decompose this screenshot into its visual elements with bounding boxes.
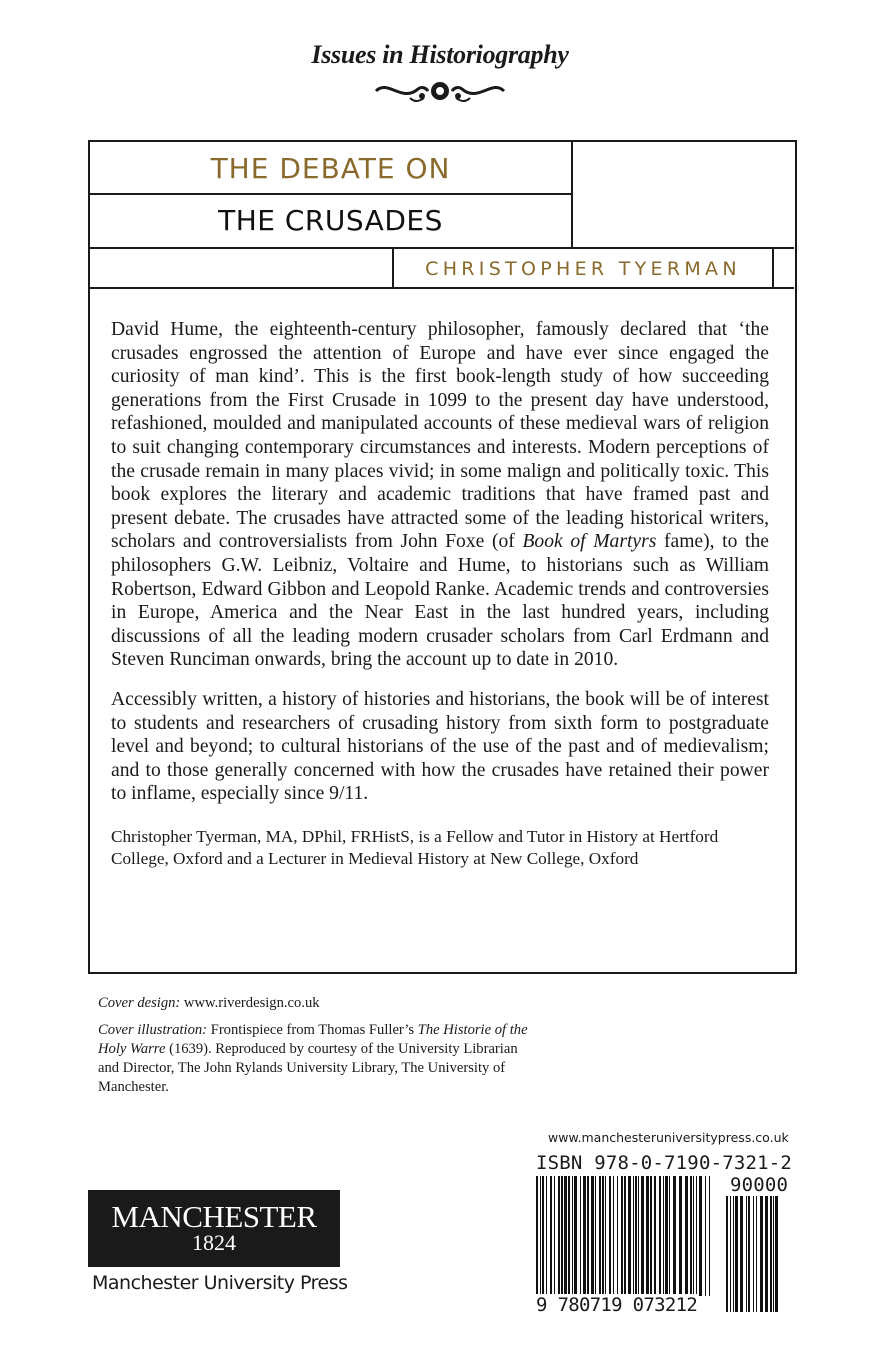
barcode-bar (628, 1176, 631, 1296)
author-bio: Christopher Tyerman, MA, DPhil, FRHistS, is a Fellow and Tutor in History at Hertford College, Oxford and a Lecturer in Medieval History at New College, Oxford (111, 826, 719, 868)
barcode-bar (536, 1176, 538, 1296)
barcode-bar (748, 1196, 750, 1312)
barcode-bar (650, 1176, 652, 1296)
barcode-bar (685, 1176, 688, 1296)
frame-divider (89, 193, 572, 195)
barcode-bar (663, 1176, 664, 1296)
barcode-bar (740, 1196, 743, 1312)
title-line-1: THE DEBATE ON (210, 152, 451, 185)
barcode-bar (770, 1196, 772, 1312)
publisher-logo (88, 1190, 340, 1267)
barcode-bar (561, 1176, 563, 1296)
price-code: 90000 (730, 1174, 789, 1196)
barcode-bar (659, 1176, 661, 1296)
barcode-bar (572, 1176, 573, 1296)
barcode-bar (599, 1176, 601, 1296)
barcode-bar (605, 1176, 606, 1296)
credit-value: (1639). Reproduced by courtesy of the University Librarian and Director, The John Rylands University Library, The University of Manchester. (98, 1041, 518, 1095)
barcode-bar (635, 1176, 637, 1296)
barcode-bar (705, 1176, 706, 1296)
ornament-flourish-icon (370, 76, 510, 106)
author-name: CHRISTOPHER TYERMAN (425, 258, 741, 280)
barcode-bar (730, 1196, 731, 1312)
frame-divider (89, 287, 794, 289)
barcode-bar (669, 1176, 670, 1296)
credit-italic-title: The Historie of the Holy Warre (98, 1022, 528, 1057)
barcode-bar (564, 1176, 567, 1296)
frame-divider (89, 247, 794, 249)
credit-value: www.riverdesign.co.uk (180, 995, 320, 1011)
blurb-text: David Hume, the eighteenth-century philosopher, famously declared that ‘the crusades engrossed the attention of Europe and have ever since engaged the curiosity of man kind’. This is the first book-length study of how succeeding generations from the First Crusade in 1099 to the present day have understood, refashioned, moulded and manipulated accounts of these medieval wars of religion to suit changing contemporary circumstances and interests. Modern perceptions of the crusade remain in many places vivid; in some malign and politically toxic. This book explores the literary and academic traditions that have framed past and present debate. The crusades have attracted some of the leading historical writers, scholars and controversialists from John Foxe (of (111, 319, 769, 553)
barcode-bar (591, 1176, 594, 1296)
barcode-bar (641, 1176, 644, 1296)
barcode-bar (735, 1196, 738, 1312)
barcode-bar (696, 1176, 697, 1296)
isbn-label: ISBN 978-0-7190-7321-2 (536, 1152, 793, 1174)
frame-divider (772, 248, 774, 288)
barcode-bar (673, 1176, 676, 1296)
blurb (111, 318, 769, 886)
credit-label: Cover design: (98, 995, 181, 1011)
barcode-bar (646, 1176, 649, 1296)
barcode-bar (554, 1176, 555, 1296)
barcode-bar (773, 1196, 774, 1312)
cover-credits (98, 994, 538, 1097)
barcode-bar (709, 1176, 710, 1296)
barcode-bar (546, 1176, 547, 1296)
barcode-bar (558, 1176, 560, 1296)
title-line-2: THE CRUSADES (218, 204, 443, 237)
book-title-italic: Book of Martyrs (522, 531, 657, 553)
cover-illustration-credit (98, 1021, 538, 1097)
credit-value: Frontispiece from Thomas Fuller’s (207, 1022, 418, 1038)
barcode-bar (550, 1176, 552, 1296)
logo-year: 1824 (192, 1230, 236, 1255)
barcode-bar (746, 1196, 747, 1312)
barcode-bar (690, 1176, 692, 1296)
publisher-website: www.manchesteruniversitypress.co.uk (548, 1130, 789, 1145)
barcode-bar (613, 1176, 614, 1296)
barcode-bar (568, 1176, 570, 1296)
barcode-bar (756, 1196, 757, 1312)
barcode-bar (602, 1176, 604, 1296)
barcode-bar (540, 1176, 541, 1296)
barcode-bar (583, 1176, 586, 1296)
barcode-bar (609, 1176, 611, 1296)
cover-design-credit (98, 994, 538, 1013)
barcode-bar (595, 1176, 596, 1296)
barcode-bar (699, 1176, 702, 1296)
barcode-bar (726, 1196, 728, 1312)
barcode-bar (633, 1176, 634, 1296)
barcode-bar (587, 1176, 589, 1296)
blurb-text: fame), to the philosophers G.W. Leibniz, Voltaire and Hume, to historians such as William Robertson, Edward Gibbon and Leopold Ranke. Academic trends and controversies in Europe, America and the Near East in the last hundred years, including discussions of all the leading modern crusader scholars from Carl Erdmann and Steven Runciman onwards, bring the account up to date in 2010. (111, 531, 769, 671)
barcode-bar (617, 1176, 618, 1296)
blurb-paragraph (111, 318, 769, 672)
blurb-paragraph: Accessibly written, a history of histories and historians, the book will be of interest to students and researchers of crusading history from sixth form to postgraduate level and beyond; to cultural historians of the use of the past and of medievalism; and to those generally concerned with how the crusades have retained their power to inflame, especially since 9/11. (111, 688, 769, 805)
credit-label: Cover illustration: (98, 1022, 208, 1038)
barcode-addon (726, 1196, 778, 1312)
barcode-bar (542, 1176, 544, 1296)
barcode-bar (665, 1176, 668, 1296)
barcode-bar (624, 1176, 626, 1296)
series-title: Issues in Historiography (311, 40, 569, 69)
barcode-bar (760, 1196, 763, 1312)
barcode-bar (753, 1196, 754, 1312)
publisher-name: Manchester University Press (92, 1272, 348, 1294)
barcode-bar (679, 1176, 682, 1296)
barcode-bar (654, 1176, 656, 1296)
barcode-bar (621, 1176, 623, 1296)
barcode (536, 1176, 714, 1296)
barcode-bar (733, 1196, 734, 1312)
barcode-bar (693, 1176, 694, 1296)
barcode-bar (580, 1176, 581, 1296)
barcode-bar (775, 1196, 778, 1312)
barcode-digits: 9 780719 073212 (536, 1294, 698, 1316)
barcode-bar (574, 1176, 577, 1296)
logo-name: MANCHESTER (111, 1199, 317, 1234)
barcode-bar (638, 1176, 639, 1296)
barcode-bar (765, 1196, 768, 1312)
